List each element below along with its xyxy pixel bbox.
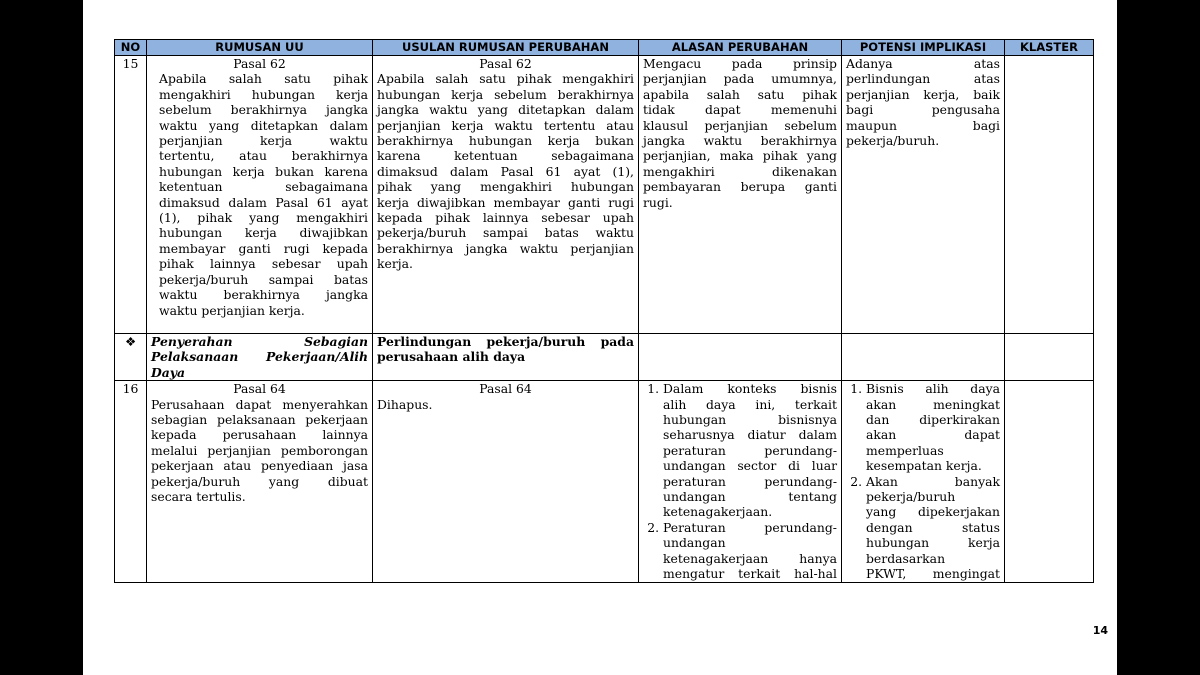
section-empty-klaster [1005,334,1094,381]
section-empty-alasan [639,334,842,381]
table-header-row [115,40,1094,56]
article-title: Pasal 64 [479,381,532,397]
alasan-list [643,381,837,581]
potensi-cell: Adanya atas perlindungan atas perjanjian kerja, baik bagi pengusaha maupun bagi pekerja/buruh. [842,56,1005,334]
section-title-uu: Penyerahan Sebagian Pelaksanaan Pekerjaan/Alih Daya [147,334,373,381]
header-usulan: USULAN RUMUSAN PERUBAHAN [373,40,639,56]
article-title: Pasal 62 [233,56,286,71]
document-page [83,0,1117,675]
alasan-cell [639,381,842,582]
klaster-cell [1005,381,1094,582]
table-row-15 [115,56,1094,334]
section-title-usulan: Perlindungan pekerja/buruh pada perusahaan alih daya [373,334,639,381]
row-number: 15 [115,56,147,334]
rumusan-uu-cell [147,56,373,334]
usulan-cell: Pasal 62 Apabila salah satu pihak mengakhiri hubungan kerja sebelum berakhirnya jangka waktu yang ditetapkan dalam perjanjian kerja waktu tertentu atau berakhirnya hubungan kerja bukan karena ketentuan sebagaimana dimaksud dalam Pasal 61 ayat (1), pihak yang mengakhiri hubungan kerja diwajibkan membayar ganti rugi kepada pihak lainnya sebesar upah pekerja/buruh sampai batas waktu berakhirnya jangka waktu perjanjian kerja. [373,56,639,334]
header-potensi: POTENSI IMPLIKASI [842,40,1005,56]
list-item: 2. Akan banyak pekerja/buruh yang dipekerjakan dengan status hubungan kerja berdasarkan PKWT, mengingat [866,474,1000,582]
article-title: Pasal 62 [479,56,532,71]
usulan-cell: Pasal 64 Dihapus. [373,381,639,582]
section-row [115,334,1094,381]
header-no: NO [115,40,147,56]
row-number: 16 [115,381,147,582]
article-title: Pasal 64 [233,381,286,397]
list-item: 2. Peraturan perundang- undangan ketenagakerjaan hanya mengatur terkait hal-hal [663,520,837,582]
table-row-16 [115,381,1094,582]
article-text: Apabila salah satu pihak mengakhiri hubungan kerja sebelum berakhirnya jangka waktu yang ditetapkan dalam perjanjian kerja waktu tertentu, atau berakhirnya hubungan kerja bukan karena ketentuan sebagaimana dimaksud dalam Pasal 61 ayat (1), pihak yang mengakhiri hubungan kerja diwajibkan membayar ganti rugi kepada pihak lainnya sebesar upah pekerja/buruh sampai batas waktu berakhirnya jangka waktu perjanjian kerja. [159,71,368,318]
list-item: 1. Dalam konteks bisnis alih daya ini, terkait hubungan bisnisnya seharusnya diatur dalam peraturan perundang- undangan sector di luar peraturan perundang- undangan tentang ketenagakerjaan. [663,381,837,520]
header-alasan: ALASAN PERUBAHAN [639,40,842,56]
list-item: 1. Bisnis alih daya akan meningkat dan diperkirakan akan dapat memperluas kesempatan kerja. [866,381,1000,473]
page-number: 14 [1092,624,1108,637]
potensi-list [846,381,1000,581]
alasan-cell: Mengacu pada prinsip perjanjian pada umumnya, apabila salah satu pihak tidak dapat memenuhi klausul perjanjian sebelum jangka waktu berakhirnya perjanjian, maka pihak yang mengakhiri dikenakan pembayaran berupa ganti rugi. [639,56,842,334]
rumusan-uu-cell: Pasal 64 Perusahaan dapat menyerahkan sebagian pelaksanaan pekerjaan kepada perusahaan lainnya melalui perjanjian pemborongan pekerjaan atau penyediaan jasa pekerja/buruh yang dibuat secara tertulis. [147,381,373,582]
header-rumusan-uu: RUMUSAN UU [147,40,373,56]
klaster-cell [1005,56,1094,334]
header-klaster: KLASTER [1005,40,1094,56]
potensi-cell [842,381,1005,582]
section-empty-potensi [842,334,1005,381]
section-bullet: ❖ [115,334,147,381]
comparison-table [114,39,1094,583]
